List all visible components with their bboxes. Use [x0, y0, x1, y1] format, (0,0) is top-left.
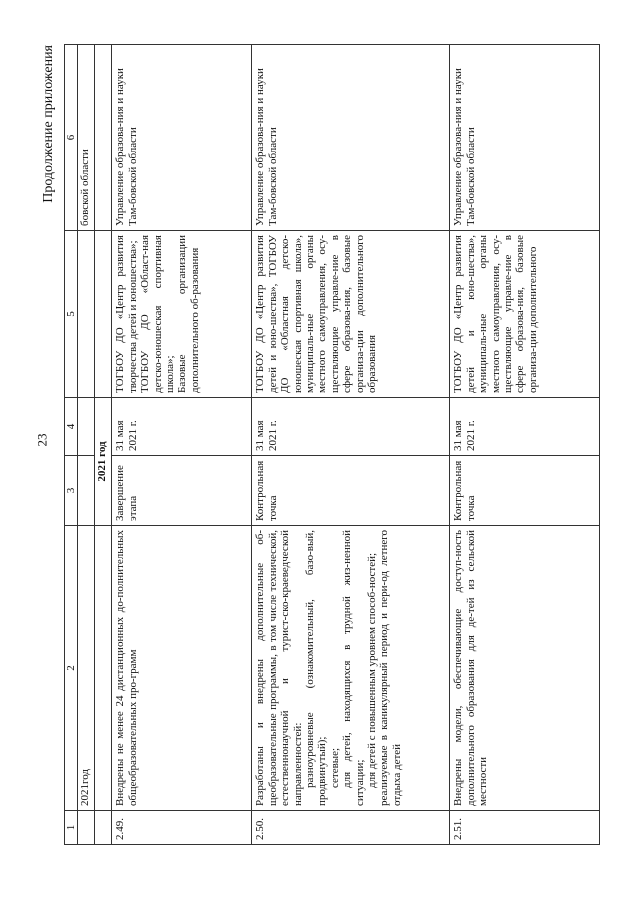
column-number: 1	[65, 811, 78, 845]
page-number: 23	[34, 433, 50, 447]
year-cell	[95, 231, 112, 398]
rotated-page-content	[40, 45, 615, 845]
column-number-row	[65, 45, 78, 845]
year-cell	[95, 526, 112, 811]
row-responsible: Управление образова-ния и науки Там-бовской области	[450, 45, 600, 231]
column-number: 6	[65, 45, 78, 231]
year-cell	[95, 45, 112, 231]
column-number: 3	[65, 456, 78, 526]
column-number: 2	[65, 526, 78, 811]
year-row	[95, 45, 112, 845]
row-description: Разработаны и внедрены дополнительные об-щеобразовательные программы, в том числе технической, естественнонаучной и турист-ско-краеведческой направленностей: разноуровневые (ознакомительный, базо-вый, продвинутый); сетевые; для детей, находящихся в трудной жиз-ненной ситуации; для детей с повышенным уровнем способ-ностей; реализуемые в каникулярный период и пери-од летнего отдыха детей	[252, 526, 450, 811]
carry-over-cell	[78, 811, 95, 845]
row-number: 2.50.	[252, 811, 450, 845]
row-responsible: Управление образова-ния и науки Там-бовской области	[252, 45, 450, 231]
carry-over-cell	[78, 231, 95, 398]
row-number: 2.49.	[112, 811, 252, 845]
row-responsible: Управление образова-ния и науки Там-бовской области	[112, 45, 252, 231]
row-executors: ТОГБОУ ДО «Центр развития детей и юно-шества», ТОГБОУ ДО «Областная детско-юношеская спортивная школа», муниципаль-ные органы местного самоуправления, осу-ществляющие управле-ние в сфере образова-ния, базовые организа-ции дополнительного образования	[252, 231, 450, 398]
row-executors: ТОГБОУ ДО «Центр развития творчества детей и юношества»; ТОГБОУ ДО «Област-ная детско-юношеская спортивная школа»; Базовые организации дополнительного об-разования	[112, 231, 252, 398]
carry-over-row	[78, 45, 95, 845]
row-date: 31 мая 2021 г.	[112, 398, 252, 456]
row-type: Контрольная точка	[252, 456, 450, 526]
row-description: Внедрены не менее 24 дистанционных до-полнительных общеобразовательных про-грамм	[112, 526, 252, 811]
row-type: Завершение этапа	[112, 456, 252, 526]
year-label: 2021 год	[95, 398, 112, 526]
continuation-heading: Продолжение приложения	[41, 45, 56, 203]
table-row	[112, 45, 252, 845]
year-cell	[95, 811, 112, 845]
row-number: 2.51.	[450, 811, 600, 845]
column-number: 4	[65, 398, 78, 456]
row-executors: ТОГБОУ ДО «Центр развития детей и юно-шества», муниципаль-ные органы местного самоуправления, осу-ществляющие управле-ние в сфере образова-ния, базовые организа-ции дополнительного	[450, 231, 600, 398]
row-type: Контрольная точка	[450, 456, 600, 526]
table-row	[252, 45, 450, 845]
carry-over-cell	[78, 398, 95, 456]
carry-over-text: 2021год	[78, 526, 95, 811]
table-row	[450, 45, 600, 845]
row-date: 31 мая 2021 г.	[450, 398, 600, 456]
carry-over-cell	[78, 456, 95, 526]
carry-over-text: бовской области	[78, 45, 95, 231]
row-description: Внедрены модели, обеспечивающие доступ-ность дополнительного образования для де-тей из сельской местности	[450, 526, 600, 811]
column-number: 5	[65, 231, 78, 398]
schedule-table	[64, 44, 600, 845]
row-date: 31 мая 2021 г.	[252, 398, 450, 456]
